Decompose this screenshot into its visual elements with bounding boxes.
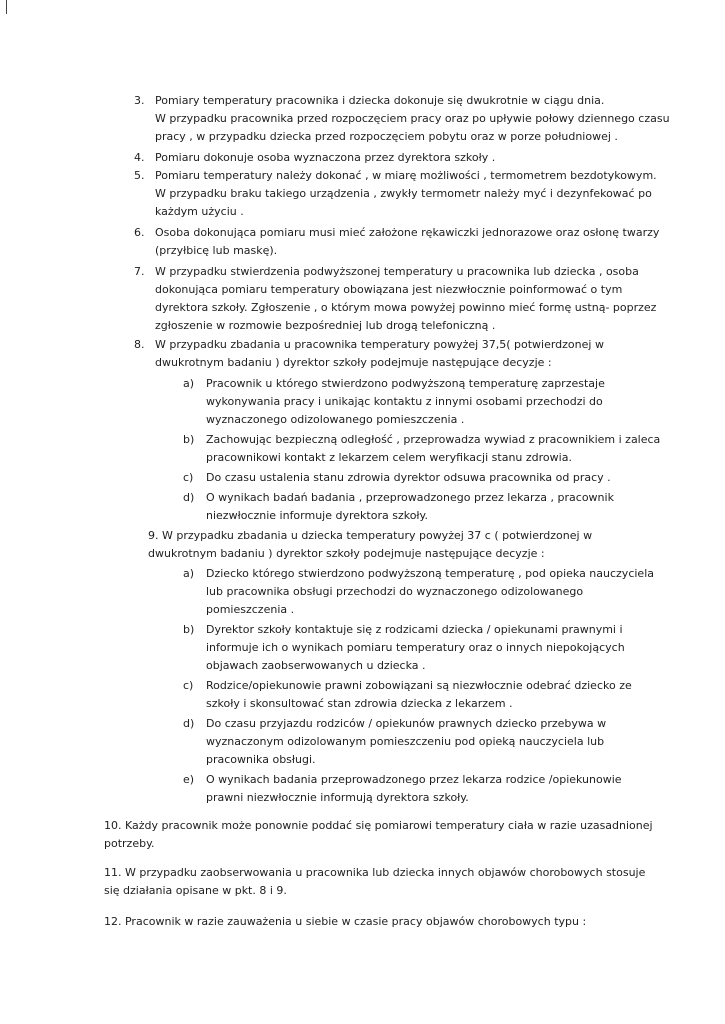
- sub-line: wykonywania pracy i unikając kontaktu z innymi osobami przechodzi do: [206, 395, 603, 408]
- item-number: 6.: [134, 226, 145, 239]
- item-line: W przypadku braku takiego urządzenia , zwykły termometr należy myć i dezynfekować po: [155, 187, 652, 200]
- sub-line: O wynikach badań badania , przeprowadzonego przez lekarza , pracownik: [206, 491, 614, 504]
- sub-letter: d): [183, 717, 195, 730]
- sub-line: prawni niezwłocznie informują dyrektora szkoły.: [206, 791, 469, 804]
- item-line: dwukrotnym badaniu ) dyrektor szkoły podejmuje następujące decyzje :: [155, 356, 552, 369]
- item-line: Pomiaru dokonuje osoba wyznaczona przez dyrektora szkoły .: [155, 151, 496, 164]
- sub-line: Do czasu ustalenia stanu zdrowia dyrektor odsuwa pracownika od pracy .: [206, 471, 611, 484]
- sub-letter: d): [183, 491, 195, 504]
- item-line: dokonująca pomiaru temperatury obowiązana jest niezwłocznie poinformować o tym: [155, 283, 623, 296]
- item-number: 3.: [134, 94, 145, 107]
- sub-letter: a): [183, 377, 195, 390]
- sub-letter: c): [183, 679, 194, 692]
- item-line: (przyłbicę lub maskę).: [155, 244, 278, 257]
- item-line: Pomiaru temperatury należy dokonać , w miarę możliwości , termometrem bezdotykowym.: [155, 169, 657, 182]
- item-number: 7.: [134, 265, 145, 278]
- sub-line: lub pracownika obsługi przechodzi do wyznaczonego odizolowanego: [206, 585, 584, 598]
- item-line: W przypadku pracownika przed rozpoczęciem pracy oraz po upływie połowy dziennego czasu: [155, 112, 670, 125]
- item-line: 9. W przypadku zbadania u dziecka temperatury powyżej 37 c ( potwierdzonej w: [148, 529, 593, 542]
- item-line: zgłoszenie w rozmowie bezpośredniej lub drogą telefoniczną .: [155, 319, 496, 332]
- paragraph-line: 12. Pracownik w razie zauważenia u siebie w czasie pracy objawów chorobowych typu :: [104, 915, 587, 928]
- sub-line: Zachowując bezpieczną odległość , przeprowadza wywiad z pracownikiem i zaleca: [206, 433, 661, 446]
- sub-line: Do czasu przyjazdu rodziców / opiekunów prawnych dziecko przebywa w: [206, 717, 607, 730]
- paragraph-line: się działania opisane w pkt. 8 i 9.: [104, 884, 287, 897]
- item-number: 8.: [134, 338, 145, 351]
- paragraph-line: 10. Każdy pracownik może ponownie poddać się pomiarowi temperatury ciała w razie uzasadnionej: [104, 819, 653, 832]
- item-number: 5.: [134, 169, 145, 182]
- sub-line: Pracownik u którego stwierdzono podwyższoną temperaturę zaprzestaje: [206, 377, 605, 390]
- paragraph-line: potrzeby.: [104, 837, 155, 850]
- item-line: dyrektora szkoły. Zgłoszenie , o którym mowa powyżej powinno mieć formę ustną- poprzez: [155, 301, 657, 314]
- sub-line: informuje ich o wynikach pomiaru temperatury oraz o innych niepokojących: [206, 641, 625, 654]
- sub-line: pracownika obsługi.: [206, 753, 316, 766]
- item-line: dwukrotnym badaniu ) dyrektor szkoły podejmuje następujące decyzje :: [148, 547, 545, 560]
- sub-line: wyznaczonego odizolowanego pomieszczenia .: [206, 413, 465, 426]
- sub-line: wyznaczonym odizolowanym pomieszczeniu pod opieką nauczyciela lub: [206, 735, 605, 748]
- item-line: Osoba dokonująca pomiaru musi mieć założone rękawiczki jednorazowe oraz osłonę twarzy: [155, 226, 660, 239]
- sub-letter: b): [183, 623, 195, 636]
- sub-line: O wynikach badania przeprowadzonego przez lekarza rodzice /opiekunowie: [206, 773, 622, 786]
- item-line: pracy , w przypadku dziecka przed rozpoczęciem pobytu oraz w porze południowej .: [155, 130, 618, 143]
- sub-line: pracownikowi kontakt z lekarzem celem weryfikacji stanu zdrowia.: [206, 451, 572, 464]
- sub-line: pomieszczenia .: [206, 603, 295, 616]
- item-line: W przypadku stwierdzenia podwyższonej temperatury u pracownika lub dziecka , osoba: [155, 265, 639, 278]
- paragraph-line: 11. W przypadku zaobserwowania u pracownika lub dziecka innych objawów chorobowych stosuje: [104, 866, 646, 879]
- sub-line: objawach zaobserwowanych u dziecka .: [206, 659, 426, 672]
- sub-line: Dziecko którego stwierdzono podwyższoną temperaturę , pod opieka nauczyciela: [206, 567, 654, 580]
- sub-line: Rodzice/opiekunowie prawni zobowiązani są niezwłocznie odebrać dziecko ze: [206, 679, 632, 692]
- sub-letter: b): [183, 433, 195, 446]
- item-line: Pomiary temperatury pracownika i dziecka dokonuje się dwukrotnie w ciągu dnia.: [155, 94, 605, 107]
- item-line: W przypadku zbadania u pracownika temperatury powyżej 37,5( potwierdzonej w: [155, 338, 604, 351]
- sub-letter: c): [183, 471, 194, 484]
- sub-letter: e): [183, 773, 195, 786]
- sub-line: niezwłocznie informuje dyrektora szkoły.: [206, 509, 428, 522]
- sub-line: Dyrektor szkoły kontaktuje się z rodzicami dziecka / opiekunami prawnymi i: [206, 623, 623, 636]
- item-line: każdym użyciu .: [155, 205, 244, 218]
- scan-edge-mark: [6, 0, 7, 14]
- sub-letter: a): [183, 567, 195, 580]
- sub-line: szkoły i skonsultować stan zdrowia dziecka z lekarzem .: [206, 697, 513, 710]
- item-number: 4.: [134, 151, 145, 164]
